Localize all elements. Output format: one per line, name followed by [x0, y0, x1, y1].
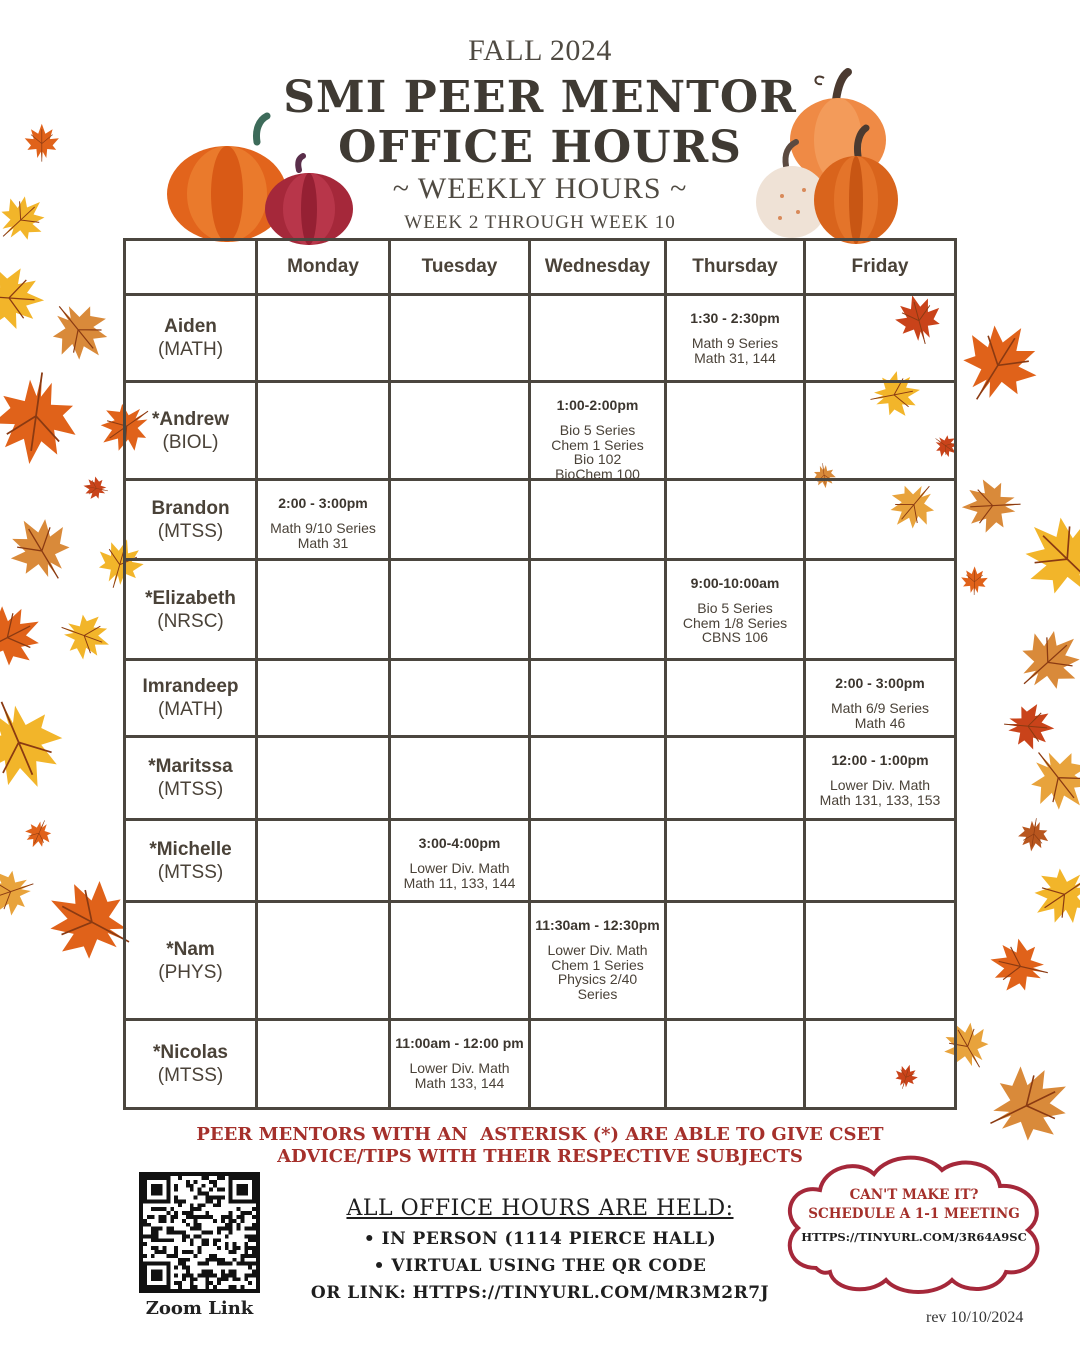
maple-leaf-icon — [956, 318, 1044, 406]
office-hours-time: 2:00 - 3:00pm — [835, 675, 925, 691]
table-row — [126, 296, 954, 383]
office-hours-time: 3:00-4:00pm — [418, 835, 501, 851]
mentor-cell — [126, 738, 258, 818]
cloud-callout — [776, 1186, 1052, 1244]
office-hours-cell — [391, 1021, 531, 1107]
empty-cell — [806, 383, 954, 478]
page-subtitle: ~ WEEKLY HOURS ~ — [392, 172, 688, 205]
empty-cell — [806, 903, 954, 1018]
empty-cell — [391, 481, 531, 558]
course-item: Bio 5 Series — [559, 422, 636, 438]
empty-cell — [531, 738, 667, 818]
day-header-tuesday: Tuesday — [421, 256, 498, 277]
office-hours-table — [123, 238, 957, 1110]
empty-cell — [258, 1021, 391, 1107]
table-row — [126, 1021, 954, 1107]
day-header-friday: Friday — [851, 256, 909, 277]
maple-leaf-icon — [959, 475, 1021, 537]
callout-line2: SCHEDULE A 1-1 MEETING — [808, 1206, 1020, 1222]
office-hours-cell — [531, 383, 667, 482]
mentor-cell — [126, 903, 258, 1018]
empty-cell — [806, 821, 954, 900]
course-item: Chem 1 Series — [551, 956, 644, 973]
course-item: Math 46 — [854, 714, 906, 731]
empty-cell — [258, 661, 391, 735]
mentor-department: (MTSS) — [157, 1065, 224, 1086]
office-hours-cell — [531, 903, 667, 1018]
office-hours-cell — [391, 821, 531, 900]
empty-cell — [258, 738, 391, 818]
empty-cell — [667, 661, 806, 735]
page-title-line2: OFFICE HOURS — [338, 122, 742, 173]
maple-leaf-icon — [1025, 745, 1080, 815]
empty-cell — [806, 1021, 954, 1107]
mentor-department: (MTSS) — [157, 520, 224, 542]
course-item: BioChem 100 — [555, 465, 640, 482]
course-item: Chem 1/8 Series — [682, 614, 788, 631]
table-header-row — [126, 241, 954, 296]
course-item: Bio 102 — [573, 451, 622, 467]
office-hours-time: 11:00am - 12:00 pm — [395, 1035, 524, 1051]
empty-cell — [806, 296, 954, 380]
revision-date: rev 10/10/2024 — [926, 1309, 1024, 1326]
empty-cell — [531, 561, 667, 658]
maple-leaf-icon — [959, 565, 990, 596]
weeks-range: WEEK 2 THROUGH WEEK 10 — [404, 212, 676, 233]
maple-leaf-icon — [0, 866, 34, 919]
empty-cell — [258, 296, 391, 380]
empty-cell — [391, 738, 531, 818]
empty-cell — [667, 383, 806, 478]
maple-leaf-icon — [1016, 818, 1051, 853]
course-item: Lower Div. Math — [409, 1060, 510, 1076]
course-item: Lower Div. Math — [409, 860, 510, 876]
course-item: Math 9 Series — [691, 335, 779, 351]
mentor-department: (MATH) — [157, 339, 224, 360]
empty-cell — [806, 561, 954, 658]
office-hours-cell — [667, 296, 806, 380]
day-header-cell — [531, 241, 667, 293]
page-title-line1: SMI PEER MENTOR — [283, 72, 797, 123]
mentor-name: Brandon — [151, 497, 230, 519]
day-header-monday: Monday — [287, 256, 359, 277]
course-item: Chem 1 Series — [551, 436, 644, 453]
empty-cell — [391, 383, 531, 478]
office-hours-time: 9:00-10:00am — [690, 575, 780, 591]
cset-note-line2: ADVICE/TIPS WITH THEIR RESPECTIVE SUBJECTS — [277, 1146, 803, 1167]
corner-cell — [126, 241, 258, 293]
mentor-department: (PHYS) — [158, 961, 223, 983]
mentor-cell — [126, 561, 258, 658]
empty-cell — [391, 903, 531, 1018]
table-row — [126, 661, 954, 738]
mentor-name: *Maritssa — [148, 756, 233, 777]
course-item: Series — [577, 985, 618, 1002]
empty-cell — [258, 821, 391, 900]
day-header-cell — [258, 241, 391, 293]
empty-cell — [258, 561, 391, 658]
term-label: FALL 2024 — [468, 34, 612, 67]
location-in-person: • IN PERSON (1114 PIERCE HALL) — [363, 1229, 717, 1249]
empty-cell — [258, 903, 391, 1018]
schedule-meeting-link[interactable]: HTTPS://TINYURL.COM/3R64A9SC — [801, 1230, 1027, 1244]
empty-cell — [391, 561, 531, 658]
course-item: Bio 5 Series — [697, 600, 773, 616]
mentor-name: *Andrew — [151, 408, 230, 430]
maple-leaf-icon — [1015, 625, 1080, 695]
maple-leaf-icon — [5, 513, 75, 583]
qr-code-icon[interactable] — [139, 1172, 260, 1293]
cset-note-line1: PEER MENTORS WITH AN ASTERISK (*) ARE ABLE TO GIVE CSET — [196, 1124, 884, 1145]
mentor-name: *Nicolas — [153, 1042, 228, 1063]
empty-cell — [667, 903, 806, 1018]
course-item: Math 11, 133, 144 — [403, 874, 516, 891]
course-item: Lower Div. Math — [547, 942, 648, 958]
mentor-cell — [126, 821, 258, 900]
empty-cell — [531, 661, 667, 735]
empty-cell — [531, 821, 667, 900]
empty-cell — [806, 481, 954, 558]
mentor-cell — [126, 383, 258, 478]
office-hours-time: 12:00 - 1:00pm — [831, 752, 929, 768]
mentor-department: (MATH) — [157, 699, 224, 720]
course-item: CBNS 106 — [701, 629, 769, 645]
maple-leaf-icon — [987, 935, 1049, 997]
mentor-name: Imrandeep — [142, 676, 239, 697]
mentor-name: *Michelle — [149, 838, 232, 860]
maple-leaf-icon — [42, 874, 134, 966]
empty-cell — [531, 481, 667, 558]
office-hours-time: 1:30 - 2:30pm — [690, 310, 780, 326]
table-row — [126, 383, 954, 481]
day-header-thursday: Thursday — [692, 256, 778, 277]
mentor-cell — [126, 296, 258, 380]
table-row — [126, 481, 954, 561]
qr-code-label: Zoom Link — [145, 1298, 254, 1319]
table-row — [126, 821, 954, 903]
empty-cell — [667, 738, 806, 818]
day-header-cell — [806, 241, 954, 293]
mentor-department: (NRSC) — [157, 610, 224, 632]
table-row — [126, 903, 954, 1021]
empty-cell — [391, 661, 531, 735]
course-item: Math 31 — [297, 534, 349, 551]
empty-cell — [667, 1021, 806, 1107]
maple-leaf-icon — [0, 263, 47, 333]
office-hours-cell — [806, 661, 954, 735]
course-item: Math 131, 133, 153 — [819, 791, 941, 808]
maple-leaf-icon — [1029, 863, 1080, 929]
mentor-name: Aiden — [164, 316, 217, 337]
course-item: Math 133, 144 — [414, 1074, 505, 1091]
empty-cell — [667, 821, 806, 900]
empty-cell — [258, 383, 391, 478]
day-header-cell — [391, 241, 531, 293]
callout-line1: CAN'T MAKE IT? — [849, 1187, 979, 1203]
maple-leaf-icon — [23, 819, 54, 850]
location-virtual: • VIRTUAL USING THE QR CODE — [373, 1256, 707, 1276]
office-hours-cell — [806, 738, 954, 818]
locations-heading: ALL OFFICE HOURS ARE HELD: — [346, 1196, 734, 1221]
mentor-name: *Nam — [166, 938, 215, 960]
mentor-department: (MTSS) — [157, 779, 224, 800]
mentor-department: (MTSS) — [157, 861, 224, 883]
office-hours-cell — [667, 561, 806, 658]
office-hours-cell — [258, 481, 391, 558]
table-row — [126, 738, 954, 821]
course-item: Math 9/10 Series — [270, 520, 376, 536]
maple-leaf-icon — [0, 601, 45, 671]
mentor-name: *Elizabeth — [145, 587, 236, 609]
course-item: Math 31, 144 — [694, 349, 776, 366]
office-hours-time: 1:00-2:00pm — [556, 397, 639, 413]
office-hours-time: 2:00 - 3:00pm — [278, 495, 368, 511]
day-header-cell — [667, 241, 806, 293]
zoom-link[interactable]: OR LINK: HTTPS://TINYURL.COM/MR3M2R7J — [310, 1283, 770, 1303]
maple-leaf-icon — [47, 299, 113, 365]
mentor-cell — [126, 481, 258, 558]
maple-leaf-icon — [82, 475, 108, 501]
maple-leaf-icon — [60, 610, 113, 663]
day-header-wednesday: Wednesday — [544, 256, 651, 277]
course-item: Physics 2/40 — [557, 971, 638, 987]
empty-cell — [391, 296, 531, 380]
mentor-cell — [126, 1021, 258, 1107]
empty-cell — [531, 296, 667, 380]
course-item: Math 6/9 Series — [830, 700, 930, 716]
office-hours-time: 11:30am - 12:30pm — [535, 917, 660, 933]
empty-cell — [531, 1021, 667, 1107]
maple-leaf-icon — [1018, 510, 1080, 602]
course-item: Lower Div. Math — [829, 777, 931, 793]
mentor-department: (BIOL) — [162, 431, 219, 453]
mentor-cell — [126, 661, 258, 735]
maple-leaf-icon — [0, 372, 83, 469]
maple-leaf-icon — [0, 698, 68, 795]
empty-cell — [667, 481, 806, 558]
table-row — [126, 561, 954, 661]
